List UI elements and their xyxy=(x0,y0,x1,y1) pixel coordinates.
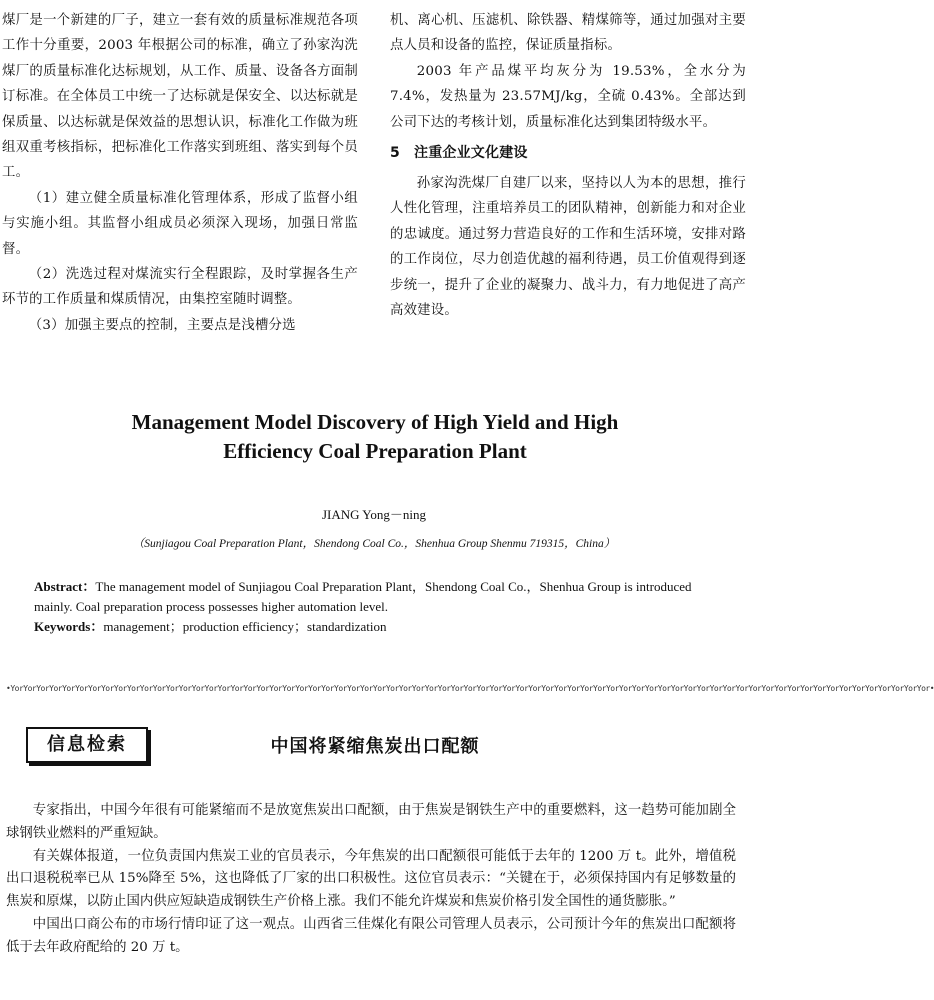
decorative-separator: •YorYorYorYorYorYorYorYorYorYorYorYorYorYorYorYorYorYorYorYorYorYorYorYorYorYorYorYorYorYorYorYorYorYorYorYorYorYorYorYorYorYorYorYorYorYorYorYorYorYorYorYorYorYorYorYorYorYorYorYorYorYorYorYorYorYorYorYorYorYorYor• xyxy=(6,684,934,693)
news-paragraph-3: 中国出口商公布的市场行情印证了这一观点。山西省三佳煤化有限公司管理人员表示，公司预计今年的焦炭出口配额将低于去年政府配给的 20 万 t。 xyxy=(6,916,736,955)
section-box-label: 信息检索 xyxy=(26,727,148,763)
paragraph-culture: 孙家沟洗煤厂自建厂以来，坚持以人为本的思想，推行人性化管理，注重培养员工的团队精神，创新能力和对企业的忠诚度。通过努力营造良好的工作和生活环境，安排对路的工作岗位，尽力创造优越的福利待遇，员工价值观得到逐步统一，提升了企业的凝聚力、战斗力，有力地促进了高产高效建设。 xyxy=(390,176,746,319)
right-column xyxy=(390,8,746,323)
paragraph-intro: 煤厂是一个新建的厂子，建立一套有效的质量标准规范各项工作十分重要，2003 年根据公司的标准，确立了孙家沟洗煤厂的质量标准化达标规划，从工作、质量、设备各方面制订标准。在全体员工中统一了达标就是保安全、以达标就是保质量、以达标就是保效益的思想认识，标准化工作做为班组双重考核指标，把标准化工作落实到班组、落实到每个员工。 xyxy=(2,13,358,181)
abstract xyxy=(34,577,724,617)
keywords-label: Keywords： xyxy=(34,619,104,634)
abstract-label: Abstract： xyxy=(34,579,96,594)
section-number: 5 xyxy=(390,145,400,162)
english-author: JIANG Yong－ning xyxy=(321,507,427,522)
paragraph-item-1: （1）建立健全质量标准化管理体系，形成了监督小组与实施小组。其监督小组成员必须深入现场，加强日常监督。 xyxy=(2,190,358,257)
paragraph-stats: 2003 年产品煤平均灰分为 19.53%，全水分为 7.4%，发热量为 23.57MJ/kg，全硫 0.43%。全部达到公司下达的考核计划，质量标准化达到集团特级水平。 xyxy=(390,63,746,130)
news-paragraph-2: 有关媒体报道，一位负责国内焦炭工业的官员表示，今年焦炭的出口配额很可能低于去年的 1200 万 t。此外，增值税出口退税税率已从 15%降至 5%，这也降低了厂家的出口积极性。这位官员表示：“关键在于，必须保持国内有足够数量的焦炭和原煤，以防止国内供应短缺造成钢铁生产价格上涨。我们不能允许煤炭和焦炭价格引发全国性的通货膨胀。” xyxy=(6,848,736,910)
news-body xyxy=(6,800,736,960)
english-abstract-block xyxy=(34,577,724,637)
english-title-line-1: Management Model Discovery of High Yield and High xyxy=(131,410,619,434)
english-title-line-2: Efficiency Coal Preparation Plant xyxy=(223,439,527,463)
keywords xyxy=(34,617,724,637)
left-column xyxy=(2,8,358,338)
section-title: 注重企业文化建设 xyxy=(414,145,528,162)
keywords-text: management；production efficiency；standardization xyxy=(103,619,387,634)
section-heading xyxy=(390,141,746,165)
news-paragraph-1: 专家指出，中国今年很有可能紧缩而不是放宽焦炭出口配额，由于焦炭是钢铁生产中的重要燃料，这一趋势可能加剧全球钢铁业燃料的严重短缺。 xyxy=(6,803,736,841)
english-title xyxy=(60,408,690,466)
paragraph-item-2: （2）洗选过程对煤流实行全程跟踪，及时掌握各生产环节的工作质量和煤质情况，由集控室随时调整。 xyxy=(2,267,358,308)
english-affiliation: （Sunjiagou Coal Preparation Plant，Shendong Coal Co.，Shenhua Group Shenmu 719315，China） xyxy=(132,538,616,550)
paragraph-item-3: （3）加强主要点的控制，主要点是浅槽分选 xyxy=(28,317,296,333)
news-title: 中国将紧缩焦炭出口配额 xyxy=(270,736,480,757)
paragraph-continuation: 机、离心机、压滤机、除铁器、精煤筛等，通过加强对主要点人员和设备的监控，保证质量指标。 xyxy=(390,13,746,54)
abstract-text: The management model of Sunjiagou Coal Preparation Plant，Shendong Coal Co.，Shenhua Group is introduced mainly. Coal preparation process possesses higher automation level. xyxy=(34,579,692,614)
